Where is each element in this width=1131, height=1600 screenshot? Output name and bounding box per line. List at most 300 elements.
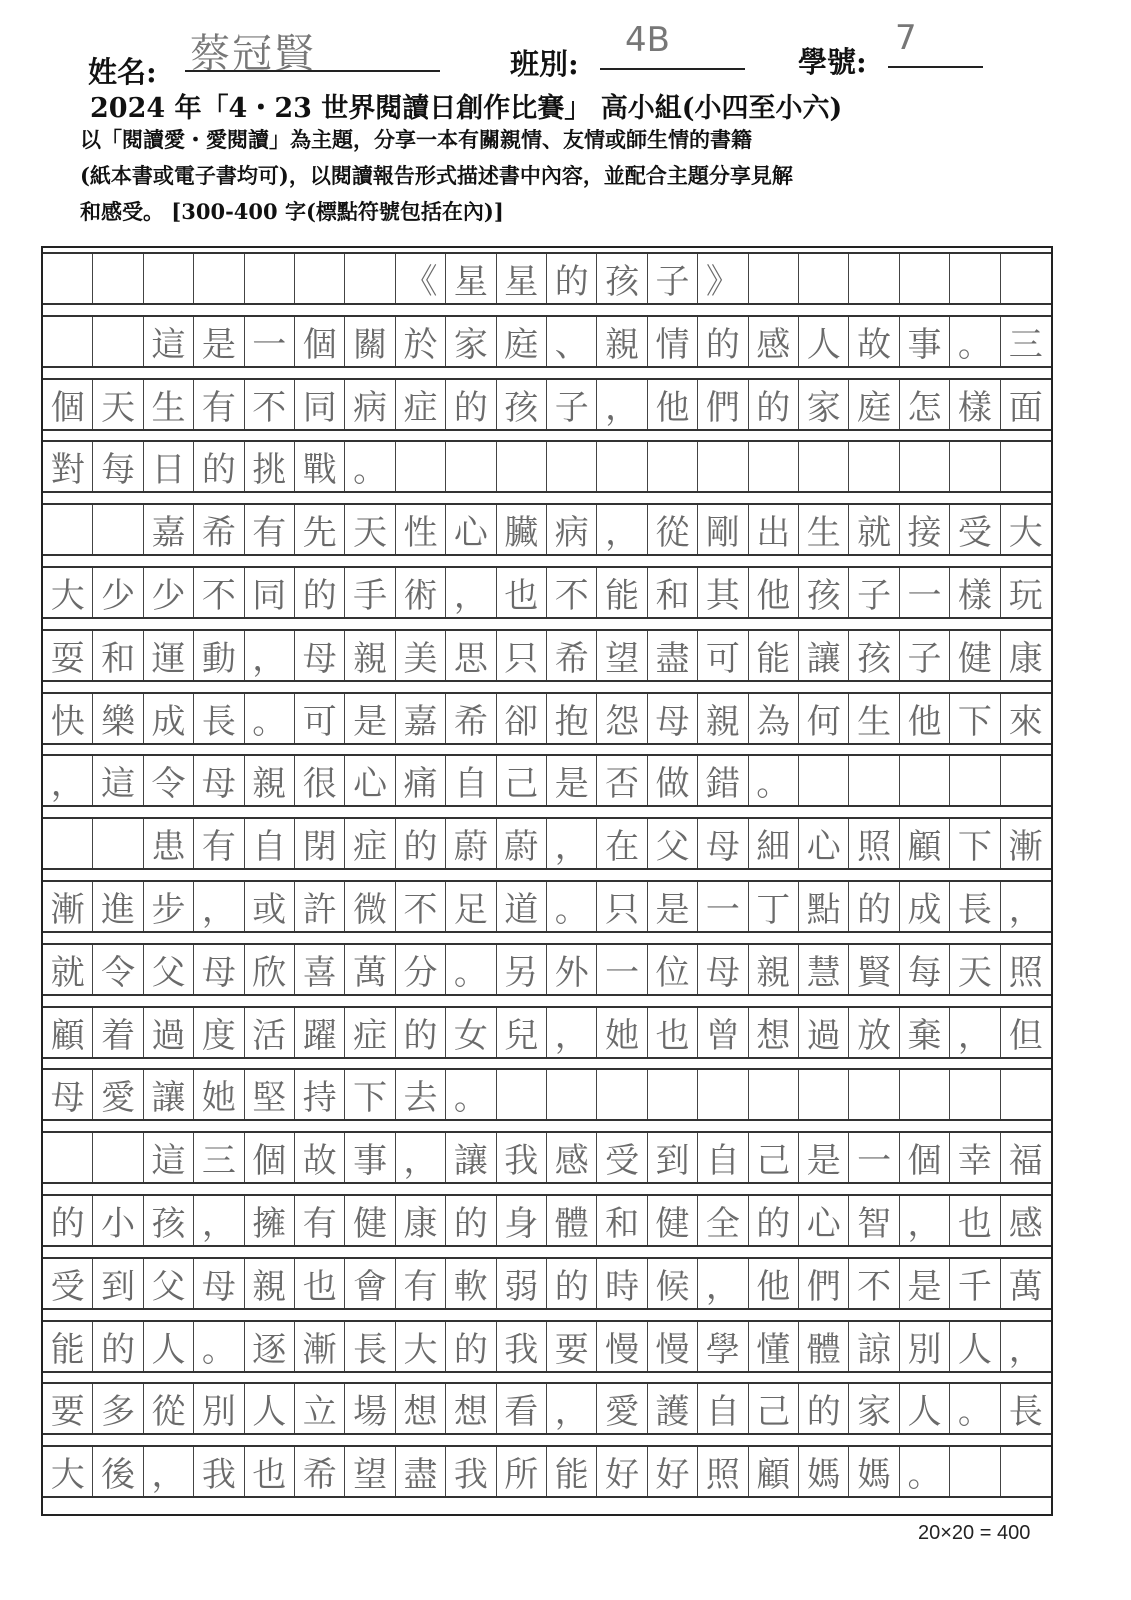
grid-cell: 希 [194, 505, 244, 554]
grid-cell: 耍 [43, 631, 93, 680]
grid-cell [194, 254, 244, 303]
grid-cell: ， [43, 756, 93, 805]
grid-cell: ， [698, 1259, 748, 1308]
grid-cell: ， [547, 819, 597, 868]
grid-cell: ， [597, 505, 647, 554]
grid-cell: 。 [950, 317, 1000, 366]
grid-cell: 故 [849, 317, 899, 366]
grid-cell: 故 [295, 1133, 345, 1182]
grid-cell: 自 [245, 819, 295, 868]
grid-cell: 懂 [749, 1322, 799, 1371]
grid-cell: 在 [597, 819, 647, 868]
grid-cell: 長 [194, 694, 244, 743]
grid-cell [497, 1070, 547, 1119]
grid-cell: 健 [345, 1196, 395, 1245]
grid-cell: 我 [497, 1133, 547, 1182]
grid-cell: 下 [950, 819, 1000, 868]
grid-cell: 。 [900, 1447, 950, 1496]
grid-cell: ， [547, 1008, 597, 1057]
grid-cell: 逐 [245, 1322, 295, 1371]
grid-row [43, 1006, 1051, 1059]
grid-cell: 。 [194, 1322, 244, 1371]
grid-cell: 喜 [295, 945, 345, 994]
grid-cell: 自 [698, 1133, 748, 1182]
grid-cell: 個 [900, 1133, 950, 1182]
grid-cell: 位 [648, 945, 698, 994]
grid-cell: 點 [799, 882, 849, 931]
grid-cell: 感 [547, 1133, 597, 1182]
grid-cell: 的 [446, 1196, 496, 1245]
grid-cell: 讓 [446, 1133, 496, 1182]
grid-cell: 一 [849, 1133, 899, 1182]
grid-row [43, 1257, 1051, 1310]
grid-cell: 或 [245, 882, 295, 931]
grid-cell: 別 [900, 1322, 950, 1371]
grid-cell: 挑 [245, 442, 295, 491]
grid-cell [345, 254, 395, 303]
grid-cell: 同 [295, 380, 345, 429]
grid-cell [648, 442, 698, 491]
grid-cell: 可 [698, 631, 748, 680]
grid-cell: 去 [396, 1070, 446, 1119]
grid-cell: 持 [295, 1070, 345, 1119]
grid-cell [93, 317, 143, 366]
grid-cell [43, 1133, 93, 1182]
grid-cell: 體 [547, 1196, 597, 1245]
grid-cell: 長 [950, 882, 1000, 931]
grid-cell: 賢 [849, 945, 899, 994]
grid-row [43, 252, 1051, 305]
grid-cell: 棄 [900, 1008, 950, 1057]
grid-cell: 慢 [648, 1322, 698, 1371]
grid-cell: 親 [698, 694, 748, 743]
grid-cell: 親 [597, 317, 647, 366]
grid-cell: 的 [749, 380, 799, 429]
grid-cell: 事 [900, 317, 950, 366]
grid-cell: 每 [93, 442, 143, 491]
grid-cell: 樂 [93, 694, 143, 743]
grid-cell: ， [446, 568, 496, 617]
grid-cell [144, 254, 194, 303]
grid-cell: 照 [698, 1447, 748, 1496]
grid-cell: 不 [194, 568, 244, 617]
grid-cell: 他 [749, 1259, 799, 1308]
grid-cell [93, 819, 143, 868]
grid-cell [950, 756, 1000, 805]
grid-cell: 愛 [93, 1070, 143, 1119]
grid-cell: 做 [648, 756, 698, 805]
grid-cell [900, 442, 950, 491]
grid-cell: 症 [345, 1008, 395, 1057]
grid-cell: 軟 [446, 1259, 496, 1308]
grid-cell: 。 [547, 882, 597, 931]
grid-cell: 就 [849, 505, 899, 554]
grid-cell: 的 [849, 882, 899, 931]
grid-cell: 漸 [43, 882, 93, 931]
grid-cell: 這 [144, 317, 194, 366]
grid-cell [1001, 756, 1051, 805]
competition-title: 2024 年「4・23 世界閱讀日創作比賽」 高小組(小四至小六) [90, 93, 843, 124]
grid-cell: 蔚 [497, 819, 547, 868]
grid-cell: 天 [345, 505, 395, 554]
grid-cell: 欣 [245, 945, 295, 994]
grid-cell: 令 [144, 756, 194, 805]
grid-cell [547, 1070, 597, 1119]
grid-cell: 閉 [295, 819, 345, 868]
grid-cell: 孩 [497, 380, 547, 429]
grid-cell: 長 [1008, 1392, 1043, 1433]
grid-cell: 其 [698, 568, 748, 617]
grid-cell: 蔚 [446, 819, 496, 868]
grid-cell: 母 [43, 1070, 93, 1119]
grid-cell: 幸 [950, 1133, 1000, 1182]
grid-cell: 和 [648, 568, 698, 617]
grid-cell: 放 [849, 1008, 899, 1057]
grid-cell [749, 254, 799, 303]
grid-cell: 自 [446, 756, 496, 805]
grid-cell: 的 [799, 1384, 849, 1433]
grid-cell [799, 756, 849, 805]
grid-cell: 時 [597, 1259, 647, 1308]
grid-cell: 感 [749, 317, 799, 366]
grid-cell: 堅 [245, 1070, 295, 1119]
grid-cell: 每 [900, 945, 950, 994]
grid-cell: 動 [194, 631, 244, 680]
grid-cell [1001, 442, 1051, 491]
grid-cell: 孩 [849, 631, 899, 680]
grid-cell: 要 [547, 1322, 597, 1371]
grid-cell: 生 [849, 694, 899, 743]
grid-cell: 漸 [1008, 827, 1043, 868]
grid-cell: 有 [295, 1196, 345, 1245]
grid-cell: 庭 [497, 317, 547, 366]
grid-cell: 望 [597, 631, 647, 680]
grid-cell: 躍 [295, 1008, 345, 1057]
grid-cell [799, 1070, 849, 1119]
grid-cell: 》 [698, 254, 748, 303]
grid-cell: 道 [497, 882, 547, 931]
grid-cell: 運 [144, 631, 194, 680]
grid-cell: 愛 [597, 1384, 647, 1433]
grid-cell: 母 [648, 694, 698, 743]
grid-cell: 丁 [749, 882, 799, 931]
grid-cell: ， [1008, 890, 1043, 930]
grid-cell: 人 [799, 317, 849, 366]
grid-cell [749, 1070, 799, 1119]
grid-cell [245, 254, 295, 303]
grid-cell: 可 [295, 694, 345, 743]
grid-cell: ， [1008, 1329, 1043, 1370]
grid-cell: 下 [345, 1070, 395, 1119]
grid-cell: 不 [245, 380, 295, 429]
grid-cell: 痛 [396, 756, 446, 805]
grid-cell: 。 [245, 694, 295, 743]
grid-cell: 是 [345, 694, 395, 743]
grid-cell [698, 1070, 748, 1119]
grid-cell: 和 [597, 1196, 647, 1245]
grid-cell [648, 1070, 698, 1119]
grid-cell: 《 [396, 254, 446, 303]
grid-cell [597, 1070, 647, 1119]
grid-cell: 他 [749, 568, 799, 617]
grid-cell: 來 [1008, 701, 1043, 742]
grid-cell: 一 [698, 882, 748, 931]
grid-cell: 後 [93, 1447, 143, 1496]
grid-cell: 有 [396, 1259, 446, 1308]
grid-cell: 萬 [345, 945, 395, 994]
grid-cell: 我 [194, 1447, 244, 1496]
grid-cell: 的 [194, 442, 244, 491]
grid-cell: 健 [950, 631, 1000, 680]
grid-cell: 玩 [1008, 576, 1043, 616]
grid-cell: 一 [597, 945, 647, 994]
grid-cell: 會 [345, 1259, 395, 1308]
grid-cell: 父 [144, 945, 194, 994]
grid-cell: 嘉 [396, 694, 446, 743]
grid-cell: 心 [799, 1196, 849, 1245]
grid-cell: 否 [597, 756, 647, 805]
grid-cell [849, 254, 899, 303]
grid-cell: 和 [93, 631, 143, 680]
grid-cell: 好 [648, 1447, 698, 1496]
grid-row [43, 1445, 1051, 1498]
grid-cell: 就 [43, 945, 93, 994]
grid-cell: 學 [698, 1322, 748, 1371]
grid-cell: 天 [93, 380, 143, 429]
grid-cell: 希 [547, 631, 597, 680]
grid-cell: 有 [245, 505, 295, 554]
grid-cell: 能 [597, 568, 647, 617]
grid-cell: 親 [749, 945, 799, 994]
grid-cell: 福 [1008, 1141, 1043, 1182]
grid-cell: 微 [345, 882, 395, 931]
grid-cell: 想 [749, 1008, 799, 1057]
grid-row [43, 629, 1051, 682]
name-value: 蔡冠賢 [190, 31, 316, 77]
grid-cell: 步 [144, 882, 194, 931]
grid-cell: 母 [698, 945, 748, 994]
grid-cell [446, 442, 496, 491]
grid-cell: 許 [295, 882, 345, 931]
number-value: 7 [895, 18, 917, 58]
grid-cell: 細 [749, 819, 799, 868]
writing-grid [41, 246, 1053, 1516]
grid-cell [749, 442, 799, 491]
grid-row [43, 1194, 1051, 1247]
grid-cell: 感 [1008, 1204, 1043, 1244]
grid-cell: 大 [1008, 513, 1043, 554]
grid-cell: 的 [749, 1196, 799, 1245]
grid-cell: 媽 [849, 1447, 899, 1496]
grid-cell: 家 [446, 317, 496, 366]
grid-cell: 為 [749, 694, 799, 743]
grid-cell: 不 [396, 882, 446, 931]
grid-cell: 親 [345, 631, 395, 680]
grid-cell: 子 [648, 254, 698, 303]
grid-cell [43, 819, 93, 868]
grid-row [43, 378, 1051, 431]
grid-cell: 另 [497, 945, 547, 994]
grid-cell: 候 [648, 1259, 698, 1308]
grid-cell: 同 [245, 568, 295, 617]
grid-cell: 術 [396, 568, 446, 617]
grid-cell: 這 [144, 1133, 194, 1182]
grid-cell [93, 1133, 143, 1182]
grid-cell: 病 [547, 505, 597, 554]
grid-cell: 受 [43, 1259, 93, 1308]
grid-cell: 我 [497, 1322, 547, 1371]
name-underline [185, 70, 440, 72]
grid-cell: 一 [900, 568, 950, 617]
grid-cell: ， [194, 1196, 244, 1245]
grid-cell: 怎 [900, 380, 950, 429]
grid-cell: 令 [93, 945, 143, 994]
grid-row [43, 1320, 1051, 1373]
grid-cell: 何 [799, 694, 849, 743]
grid-cell: 立 [295, 1384, 345, 1433]
grid-cell [43, 505, 93, 554]
grid-cell: 她 [194, 1070, 244, 1119]
grid-cell: 一 [245, 317, 295, 366]
grid-cell: 。 [749, 756, 799, 805]
instruction-line-2: (紙本書或電子書均可)，以閱讀報告形式描述書中內容，並配合主題分享見解 [80, 163, 793, 188]
grid-row [43, 1131, 1051, 1184]
grid-cell: 大 [43, 1447, 93, 1496]
grid-cell: 有 [194, 380, 244, 429]
grid-cell: 他 [648, 380, 698, 429]
grid-cell: 過 [799, 1008, 849, 1057]
grid-cell: 讓 [799, 631, 849, 680]
grid-cell: 的 [396, 819, 446, 868]
grid-cell: 心 [446, 505, 496, 554]
grid-cell: 怨 [597, 694, 647, 743]
grid-cell [1001, 254, 1051, 303]
grid-cell: 諒 [849, 1322, 899, 1371]
grid-cell [497, 442, 547, 491]
grid-cell: 的 [446, 380, 496, 429]
grid-cell: 父 [144, 1259, 194, 1308]
grid-cell: 漸 [295, 1322, 345, 1371]
grid-cell: 卻 [497, 694, 547, 743]
grid-cell: 下 [950, 694, 1000, 743]
grid-cell: ， [396, 1133, 446, 1182]
grid-cell: 活 [245, 1008, 295, 1057]
grid-cell: 們 [799, 1259, 849, 1308]
class-label: 班別: [510, 47, 579, 81]
grid-cell: 是 [900, 1259, 950, 1308]
grid-cell: 父 [648, 819, 698, 868]
grid-cell: 千 [950, 1259, 1000, 1308]
grid-cell: 個 [245, 1133, 295, 1182]
grid-cell [900, 254, 950, 303]
grid-cell: ， [245, 631, 295, 680]
grid-cell: ， [900, 1196, 950, 1245]
grid-cell: 症 [345, 819, 395, 868]
grid-cell [900, 1070, 950, 1119]
grid-cell: 家 [849, 1384, 899, 1433]
grid-cell: 性 [396, 505, 446, 554]
grid-cell: 。 [950, 1384, 1000, 1433]
grid-cell: 想 [396, 1384, 446, 1433]
grid-cell: 也 [245, 1447, 295, 1496]
grid-cell: 過 [144, 1008, 194, 1057]
grid-cell: 的 [547, 254, 597, 303]
grid-cell: 美 [396, 631, 446, 680]
grid-cell: 少 [93, 568, 143, 617]
grid-cell: 們 [698, 380, 748, 429]
grid-cell: 自 [698, 1384, 748, 1433]
grid-cell [547, 442, 597, 491]
grid-cell: 也 [497, 568, 547, 617]
grid-cell: 情 [648, 317, 698, 366]
grid-cell: 這 [93, 756, 143, 805]
grid-cell: 母 [194, 945, 244, 994]
grid-cell: 受 [597, 1133, 647, 1182]
grid-cell: 孩 [144, 1196, 194, 1245]
grid-cell: 也 [950, 1196, 1000, 1245]
grid-cell: 母 [194, 756, 244, 805]
instruction-line-3: 和感受。 [300-400 字(標點符號包括在內)] [80, 199, 504, 224]
grid-cell: 己 [749, 1384, 799, 1433]
grid-cell: 親 [245, 1259, 295, 1308]
grid-cell: 天 [950, 945, 1000, 994]
grid-cell: 大 [43, 568, 93, 617]
grid-cell [295, 254, 345, 303]
grid-cell: 但 [1008, 1015, 1043, 1056]
grid-cell: 能 [749, 631, 799, 680]
grid-cell [93, 254, 143, 303]
grid-cell: 健 [648, 1196, 698, 1245]
grid-cell: 從 [648, 505, 698, 554]
grid-cell: 三 [1008, 324, 1043, 365]
grid-cell: 分 [396, 945, 446, 994]
grid-cell: 母 [194, 1259, 244, 1308]
grid-cell: 盡 [648, 631, 698, 680]
grid-cell: 慢 [597, 1322, 647, 1371]
grid-cell: 。 [345, 442, 395, 491]
grid-cell: 是 [799, 1133, 849, 1182]
grid-cell: 的 [446, 1322, 496, 1371]
grid-cell: 足 [446, 882, 496, 931]
grid-cell: 照 [1008, 952, 1043, 993]
grid-cell: ， [194, 882, 244, 931]
grid-cell: 母 [698, 819, 748, 868]
grid-cell: 着 [93, 1008, 143, 1057]
grid-cell [950, 1447, 1000, 1496]
grid-cell: 女 [446, 1008, 496, 1057]
grid-cell: 護 [648, 1384, 698, 1433]
grid-cell [698, 442, 748, 491]
grid-cell: ， [597, 380, 647, 429]
grid-cell: 顧 [43, 1008, 93, 1057]
grid-cell [849, 1070, 899, 1119]
grid-cell: 擁 [245, 1196, 295, 1245]
class-value: 4B [625, 20, 670, 60]
grid-cell: 個 [43, 380, 93, 429]
grid-cell: 己 [497, 756, 547, 805]
grid-cell: 戰 [295, 442, 345, 491]
grid-cell: 顧 [900, 819, 950, 868]
grid-row [43, 943, 1051, 996]
grid-cell: 顧 [749, 1447, 799, 1496]
grid-cell [93, 505, 143, 554]
grid-cell: 、 [547, 317, 597, 366]
grid-cell: 多 [93, 1384, 143, 1433]
grid-cell: 臟 [497, 505, 547, 554]
grid-cell: 快 [43, 694, 93, 743]
grid-cell: 只 [597, 882, 647, 931]
grid-cell: 照 [849, 819, 899, 868]
